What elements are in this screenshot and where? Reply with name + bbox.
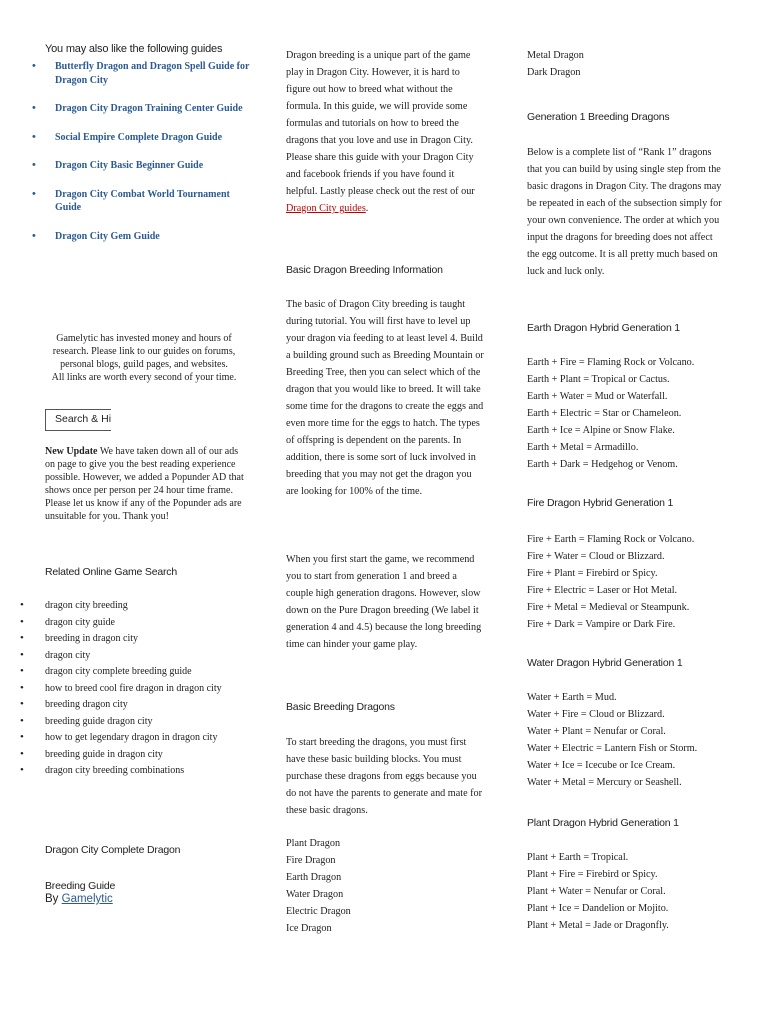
breeding-combo: Plant + Metal = Jade or Dragonfly. [527,920,669,931]
related-search-item[interactable]: • breeding in dragon city [28,632,258,646]
dragon-item: Earth Dragon [286,872,342,883]
breeding-combo: Water + Plant = Nenufar or Coral. [527,726,666,737]
author-link[interactable]: Gamelytic [61,893,113,905]
generation-1-paragraph: Below is a complete list of “Rank 1” dragons that you can build by using single step from the basic dragons in Dragon City. The dragons may be repeated in each of the subsection simply for your own convenience. The order at which you input the dragons for breeding does not affect the egg outcome. It is all pretty much based on luck and luck only. [527,147,722,277]
breeding-combo: Earth + Water = Mud or Waterfall. [527,391,668,402]
breeding-combo: Plant + Earth = Tropical. [527,852,629,863]
dragon-item: Plant Dragon [286,838,341,849]
basic-dragons-list-continued [527,47,727,81]
breeding-combo: Earth + Dark = Hedgehog or Venom. [527,459,678,470]
guide-link[interactable]: • Dragon City Combat World Tournament Guide [28,188,258,215]
breeding-combo: Earth + Electric = Star or Chameleon. [527,408,682,419]
breeding-combo: Water + Fire = Cloud or Blizzard. [527,709,665,720]
related-search-list [28,599,258,781]
breeding-combo: Earth + Ice = Alpine or Snow Flake. [527,425,675,436]
article-subtitle: Breeding Guide [45,880,116,892]
section-heading-basic-dragons: Basic Breeding Dragons [286,701,395,713]
basic-dragons-list [286,835,486,937]
related-search-item[interactable]: • breeding guide dragon city [28,715,258,729]
article-title: Dragon City Complete Dragon [45,844,181,856]
breeding-combo: Water + Ice = Icecube or Ice Cream. [527,760,676,771]
guides-heading: You may also like the following guides [45,43,223,55]
promo-text-2: All links are worth every second of your time. [51,372,237,383]
breeding-combo: Plant + Fire = Firebird or Spicy. [527,869,658,880]
plant-hybrid-list [527,849,737,934]
breeding-combo: Fire + Dark = Vampire or Dark Fire. [527,619,676,630]
guide-link[interactable]: • Dragon City Dragon Training Center Guide [28,102,258,116]
related-search-item[interactable]: • dragon city guide [28,616,258,630]
section-heading-basic-info: Basic Dragon Breeding Information [286,264,443,276]
by-label: By [45,893,62,905]
intro-paragraph [286,47,486,217]
dragon-item: Ice Dragon [286,923,332,934]
breeding-combo: Fire + Earth = Flaming Rock or Volcano. [527,534,695,545]
update-notice [45,445,245,523]
breeding-combo: Plant + Water = Nenufar or Coral. [527,886,666,897]
update-text: We have taken down all of our ads on page to give you the best reading experience possible. However, we added a Popunder AD that shows once per person per 24 hour time frame. Please let us know if any of the Popunder ads are unsuitable for you. Thank you! [45,446,244,522]
guide-link[interactable]: • Social Empire Complete Dragon Guide [28,131,258,145]
guide-link[interactable]: • Butterfly Dragon and Dragon Spell Guide for Dragon City [28,60,258,87]
start-paragraph: When you first start the game, we recommend you to start from generation 1 and breed a couple high generation dragons. However, slow down on the Pure Dragon breeding (We label it generation 4 and 4.5) because the long breeding time can hinder your game play. [286,554,482,650]
byline [45,893,113,905]
section-heading-plant-hybrids: Plant Dragon Hybrid Generation 1 [527,817,679,829]
basic-info-paragraph: The basic of Dragon City breeding is taught during tutorial. You will first have to level up your dragon via feeding to at least level 4. Build a building ground such as Breeding Mountain or Breeding Tree, then you can select which of the dragon that you would like to breed. It will take some time for the dragons to create the eggs and even more time for the eggs to hatch. The types of offspring is dependent on the parents. In addition, there is some sort of luck involved in breeding that you may not get the dragon you are looking for 100% of the time. [286,299,484,497]
breeding-combo: Earth + Plant = Tropical or Cactus. [527,374,670,385]
dragon-item: Metal Dragon [527,50,584,61]
related-search-item[interactable]: • breeding guide in dragon city [28,748,258,762]
breeding-combo: Plant + Ice = Dandelion or Mojito. [527,903,669,914]
related-search-heading: Related Online Game Search [45,566,177,578]
breeding-combo: Water + Earth = Mud. [527,692,617,703]
update-label: New Update [45,446,98,457]
related-search-item[interactable]: • dragon city breeding [28,599,258,613]
breeding-combo: Earth + Metal = Armadillo. [527,442,639,453]
breeding-combo: Earth + Fire = Flaming Rock or Volcano. [527,357,695,368]
breeding-combo: Fire + Metal = Medieval or Steampunk. [527,602,690,613]
water-hybrid-list [527,689,737,791]
breeding-combo: Fire + Water = Cloud or Blizzard. [527,551,665,562]
section-heading-water-hybrids: Water Dragon Hybrid Generation 1 [527,657,683,669]
intro-end: . [365,203,369,214]
guides-list [28,60,258,258]
basic-dragons-paragraph: To start breeding the dragons, you must first have these basic building blocks. You must purchase these dragons from eggs because you do not have the parents to generate and mate for these basic dragons. [286,737,483,816]
breeding-combo: Fire + Electric = Laser or Hot Metal. [527,585,678,596]
earth-hybrid-list [527,354,737,473]
related-search-item[interactable]: • how to breed cool fire dragon in dragon city [28,682,258,696]
related-search-item[interactable]: • dragon city breeding combinations [28,764,258,778]
guides-link[interactable]: Dragon City guides [286,203,366,214]
guide-link[interactable]: • Dragon City Gem Guide [28,230,258,244]
breeding-combo: Water + Metal = Mercury or Seashell. [527,777,682,788]
section-heading-fire-hybrids: Fire Dragon Hybrid Generation 1 [527,497,674,509]
dragon-item: Dark Dragon [527,67,581,78]
dragon-item: Fire Dragon [286,855,336,866]
section-heading-generation-1: Generation 1 Breeding Dragons [527,111,670,123]
dragon-item: Water Dragon [286,889,344,900]
related-search-item[interactable]: • dragon city complete breeding guide [28,665,258,679]
related-search-item[interactable]: • dragon city [28,649,258,663]
guide-link[interactable]: • Dragon City Basic Beginner Guide [28,159,258,173]
section-heading-earth-hybrids: Earth Dragon Hybrid Generation 1 [527,322,680,334]
breeding-combo: Water + Electric = Lantern Fish or Storm. [527,743,698,754]
promo-notice [46,332,242,384]
fire-hybrid-list [527,531,737,633]
dragon-item: Electric Dragon [286,906,351,917]
breeding-combo: Fire + Plant = Firebird or Spicy. [527,568,658,579]
search-input[interactable]: Search & Hi [45,409,111,431]
related-search-item[interactable]: • breeding dragon city [28,698,258,712]
promo-text: Gamelytic has invested money and hours of research. Please link to our guides on forums, personal blogs, guild pages, and websites. [52,333,236,370]
intro-text: Dragon breeding is a unique part of the game play in Dragon City. However, it is hard to figure out how to breed what without the formula. In this guide, we will provide some formulas and tutorials on how to breed the dragons that you love and use in Dragon City. Please share this guide with your Dragon City and facebook friends if you have found it helpful. Lastly please check out the rest of our [286,50,475,197]
related-search-item[interactable]: • how to get legendary dragon in dragon city [28,731,258,745]
